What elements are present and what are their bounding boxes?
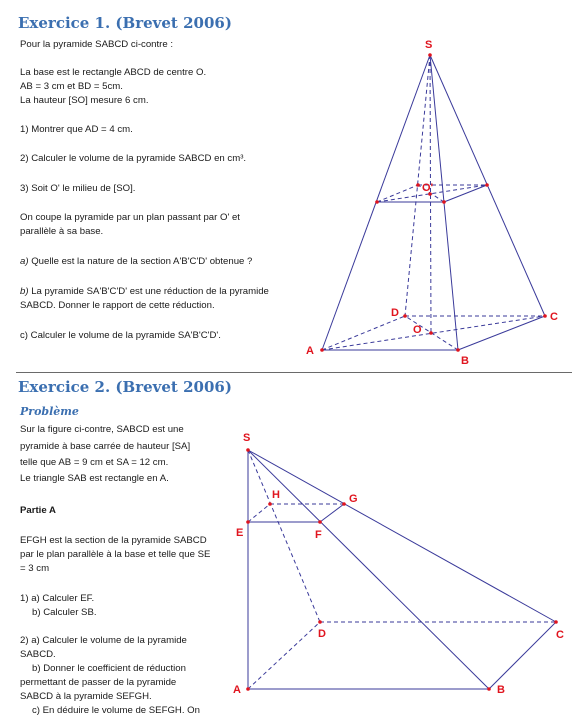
edge-SD (248, 450, 320, 622)
edge-SB (248, 450, 489, 689)
label-S: S (243, 432, 251, 444)
point-F (318, 520, 322, 524)
ex2-question-2c: c) En déduire le volume de SEFGH. On (32, 705, 200, 716)
exercise-1-title: Exercice 1. (Brevet 2006) (18, 14, 232, 32)
label-A: A (233, 684, 241, 696)
point-A (246, 687, 250, 691)
ex1-question-2: 2) Calculer le volume de la pyramide SABCD en cm³. (20, 153, 247, 164)
ex1-intro: Pour la pyramide SABCD ci-contre : (20, 39, 174, 50)
ex2-question-1b: b) Calculer SB. (32, 607, 97, 618)
ex2-question-2a-line-2: SABCD. (20, 649, 56, 660)
ex1-base: La base est le rectangle ABCD de centre O. (20, 67, 207, 78)
point-E (246, 520, 250, 524)
label-O: O (413, 324, 422, 336)
ex2-line-3: telle que AB = 9 cm et SA = 12 cm. (20, 457, 169, 468)
label-F: F (315, 529, 322, 541)
edge-FG (320, 504, 344, 522)
ex2-question-1a: 1) a) Calculer EF. (20, 593, 95, 604)
ex2-part-a-line-2: par le plan parallèle à la base et telle que SE (20, 549, 211, 560)
ex1-qb-text: La pyramide SA'B'C'D' est une réduction de la pyramide (28, 286, 269, 297)
ex2-question-2b-line-3: SABCD à la pyramide SEFGH. (20, 691, 152, 702)
point-S (246, 448, 250, 452)
ex2-part-a-line-3: = 3 cm (20, 563, 50, 574)
ex1-question-1: 1) Montrer que AD = 4 cm. (20, 124, 133, 135)
ex1-cut-line-2: parallèle à sa base. (20, 226, 104, 237)
point-H (268, 502, 272, 506)
label-B: B (461, 355, 469, 367)
ex1-qa-text: Quelle est la nature de la section A'B'C'D' obtenue ? (28, 256, 253, 267)
edge-AD (248, 622, 320, 689)
ex2-question-2b-line-2: permettant de passer de la pyramide (20, 677, 177, 688)
ex2-question-2b-line-1: b) Donner le coefficient de réduction (32, 663, 186, 674)
ex1-cut-line-1: On coupe la pyramide par un plan passant par O' et (20, 212, 240, 223)
label-H: H (272, 489, 280, 501)
ex1-qb-letter: b) (20, 286, 29, 297)
problem-subtitle: Problème (20, 405, 79, 418)
ex2-line-1: Sur la figure ci-contre, SABCD est une (20, 424, 184, 435)
label-Oprime: O' (422, 182, 434, 194)
label-E: E (236, 527, 244, 539)
edge-BC (489, 622, 556, 689)
ex1-qa-letter: a) (20, 256, 29, 267)
label-A: A (306, 345, 314, 357)
label-S: S (425, 39, 433, 51)
part-a-heading: Partie A (20, 505, 56, 516)
ex2-part-a-line-1: EFGH est la section de la pyramide SABCD (20, 535, 207, 546)
label-D: D (391, 307, 399, 319)
label-B: B (497, 684, 505, 696)
ex2-line-4: Le triangle SAB est rectangle en A. (20, 473, 169, 484)
ex2-line-2: pyramide à base carrée de hauteur [SA] (20, 441, 191, 452)
label-G: G (349, 493, 358, 505)
ex1-question-3b-line-2: SABCD. Donner le rapport de cette réduction. (20, 300, 215, 311)
ex1-question-3: 3) Soit O' le milieu de [SO]. (20, 183, 136, 194)
ex1-question-3c: c) Calculer le volume de la pyramide SA'B'C'D'. (20, 330, 221, 341)
point-B (487, 687, 491, 691)
label-C: C (556, 629, 564, 641)
label-C: C (550, 311, 558, 323)
point-D (318, 620, 322, 624)
point-C (554, 620, 558, 624)
point-G (342, 502, 346, 506)
ex1-dims: AB = 3 cm et BD = 5cm. (20, 81, 123, 92)
label-D: D (318, 628, 326, 640)
ex2-question-2a-line-1: 2) a) Calculer le volume de la pyramide (20, 635, 187, 646)
edge-SC (248, 450, 556, 622)
ex1-height: La hauteur [SO] mesure 6 cm. (20, 95, 149, 106)
edge-EH (248, 504, 270, 522)
exercise-2-title: Exercice 2. (Brevet 2006) (18, 378, 232, 396)
